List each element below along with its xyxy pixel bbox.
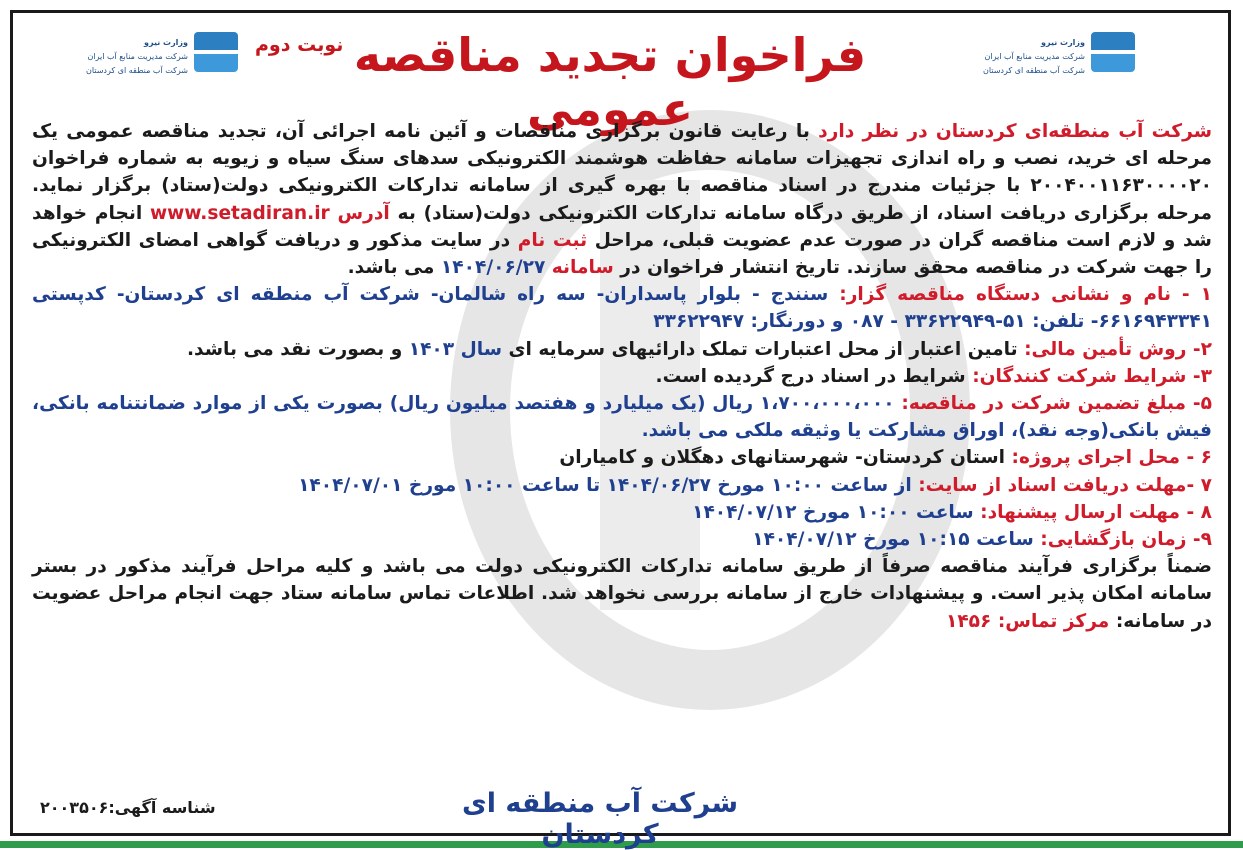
item-3-label: ۳- شرایط شرکت کنندگان: [972,365,1212,387]
footer-company: شرکت آب منطقه ای کردستان [461,788,739,850]
contact-center: مرکز تماس: ۱۴۵۶ [945,610,1110,632]
logo-line1: وزارت نیرو [1041,38,1085,47]
item-5 [32,390,1212,444]
item-1-label: ۱ - نام و نشانی دستگاه مناقصه گزار: [839,284,1212,306]
item-7-label: ۷ -مهلت دریافت اسناد از سایت: [918,474,1212,496]
logo-line2: شرکت مدیریت منابع آب ایران [87,52,188,61]
item-1-value: سنندج - بلوار پاسداران- سه راه شالمان- شرکت آب منطقه ای کردستان- کدپستی ۶۶۱۶۹۴۳۳۴۱- تلفن: ۵۱-۳۳۶۲۲۹۴۹ - ۰۸۷ و دورنگار: ۳۳۶۲۲۹۴۷ [32,284,1212,333]
notice-body [32,118,1212,635]
intro-text: با رعایت قانون برگزاری مناقصات و آئین نامه اجرائی آن، تجدید مناقصه عمومی یک مرحله ای خرید، نصب و راه اندازی تجهیزات سامانه حفاظت هوشمند الکترونیکی سدهای سنگ سیاه و زیویه به شماره فراخوان ۲۰۰۴۰۰۱۱۶۳۰۰۰۰۲۰ با جزئیات مندرج در اسناد مناقصه با بهره گیری از سامانه تدارکات الکترونیکی دولت(ستاد) برگزار نماید. مرحله برگزاری دریافت اسناد، از طریق درگاه سامانه تدارکات الکترونیکی دولت(ستاد) به [32,121,1212,224]
item-5-value: ۱،۷۰۰،۰۰۰،۰۰۰ ریال (یک میلیارد و هفتصد میلیون ریال) بصورت یکی از موارد ضمانتنامه [96,393,895,415]
logo-line3: شرکت آب منطقه ای کردستان [982,66,1085,75]
ad-id: شناسه آگهی:۲۰۰۳۵۰۶ [40,798,216,817]
item-5-tail: بانکی، فیش بانکی(وجه نقد)، اوراق مشارکت یا وثیقه ملکی می باشد. [32,393,1212,442]
closing-text: ضمناً برگزاری فرآیند مناقصه صرفاً از طریق سامانه تدارکات الکترونیکی دولت می باشد و کلیه مراحل فرآیند مذکور در بستر سامانه امکان پذیر است. و پیشنهادات خارج از سامانه بررسی نخواهد شد. اطلاعات تماس سامانه ستاد جهت انجام مراحل عضویت در سامانه: [32,556,1212,632]
item-7 [32,472,1212,499]
register-highlight: ثبت نام [517,229,588,251]
logo-line3: شرکت آب منطقه ای کردستان [85,66,188,75]
intro-paragraph [32,118,1212,281]
item-6-label: ۶ - محل اجرای پروژه: [1011,447,1212,469]
item-6-value: استان کردستان- شهرستانهای دهگلان و کامیاران [559,447,1006,469]
item-2-label: ۲- روش تأمین مالی: [1024,338,1212,360]
item-2 [32,336,1212,363]
closing-paragraph [32,553,1212,635]
notice-round: نوبت دوم [255,34,344,56]
website-link[interactable]: www.setadiran.ir [149,202,330,224]
item-9-label: ۹- زمان بازگشایی: [1040,529,1212,551]
water-logo-icon [194,32,238,72]
item-2-year: سال ۱۴۰۳ [408,338,503,360]
intro-lead: شرکت آب منطقه‌ای کردستان در نظر دارد [818,121,1212,142]
item-8 [32,499,1212,526]
item-9 [32,526,1212,553]
intro-text3: در سایت مذکور و دریافت گواهی امضای الکترونیکی را جهت شرکت در مناقصه محقق سازند. تاریخ انتشار فراخوان در [32,229,1212,279]
ministry-logo-left [78,28,238,88]
item-6 [32,444,1212,471]
item-1 [32,281,1212,335]
item-9-value: ساعت ۱۰:۱۵ مورخ ۱۴۰۴/۰۷/۱۲ [752,529,1034,551]
notice-title: فراخوان تجدید مناقصه عمومی [353,28,867,136]
item-2-tail: و بصورت نقد می باشد. [186,338,403,360]
item-8-value: ساعت ۱۰:۰۰ مورخ ۱۴۰۴/۰۷/۱۲ [692,501,974,523]
publish-date: ۱۴۰۴/۰۶/۲۷ [440,257,546,279]
water-logo-icon [1091,32,1135,72]
item-7-value: از ساعت ۱۰:۰۰ مورخ ۱۴۰۴/۰۶/۲۷ تا ساعت ۱۰:۰۰ مورخ ۱۴۰۴/۰۷/۰۱ [298,474,912,496]
item-3 [32,363,1212,390]
item-3-value: شرایط در اسناد درج گردیده است. [655,365,966,387]
logo-line2: شرکت مدیریت منابع آب ایران [984,52,1085,61]
ministry-logo-right [975,28,1135,88]
intro-text4: می باشد. [347,257,435,279]
system-label: سامانه [551,257,614,279]
logo-line1: وزارت نیرو [144,38,188,47]
address-label: آدرس [337,202,390,224]
item-5-label: ۵- مبلغ تضمین شرکت در مناقصه: [901,393,1212,415]
intro-text2: انجام خواهد شد و لازم است مناقصه گران در صورت عدم عضویت قبلی، مراحل [32,202,1212,251]
item-2-value: تامین اعتبار از محل اعتبارات تملک دارائیهای سرمایه ای [508,338,1018,360]
item-8-label: ۸ - مهلت ارسال پیشنهاد: [980,501,1212,523]
